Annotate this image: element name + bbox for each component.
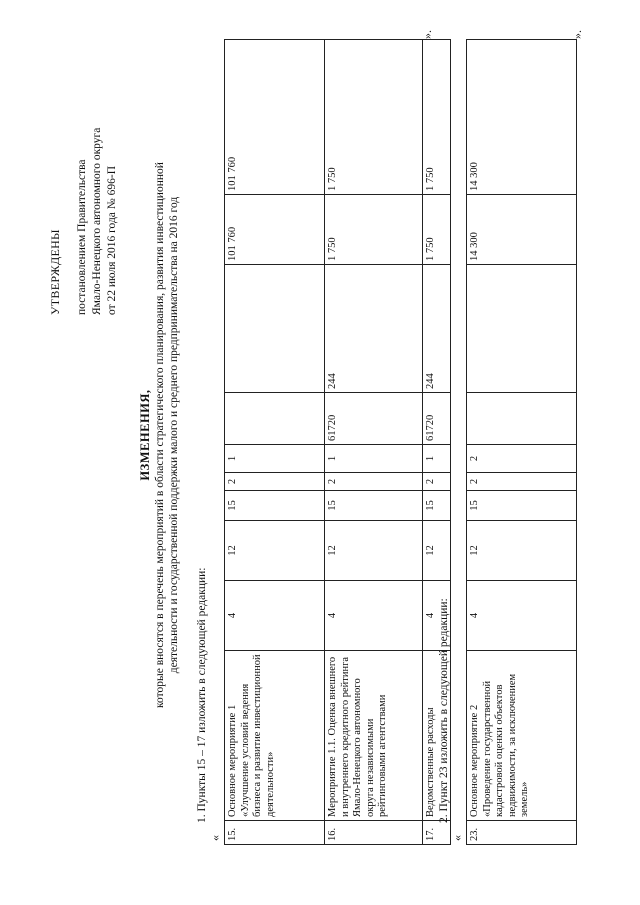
cell: 1 750	[423, 40, 451, 195]
table-row	[467, 40, 577, 845]
approval-line-3: от 22 июля 2016 года № 696-П	[106, 165, 118, 315]
row-number: 17.	[423, 821, 451, 845]
cell: 1	[225, 445, 325, 473]
row-number: 16.	[325, 821, 423, 845]
item-1-close-quote: ».	[420, 30, 434, 39]
cell: 4	[423, 581, 451, 651]
table-items-15-17	[224, 39, 451, 845]
cell: 101 760	[225, 195, 325, 265]
item-2-open-quote: «	[450, 835, 464, 841]
cell: 4	[467, 581, 577, 651]
cell: 2	[225, 473, 325, 491]
item-2-text: 2. Пункт 23 изложить в следующей редакции:	[438, 598, 450, 823]
row-name: Основное мероприятие 1 «Улучшение условий ведения бизнеса и развитие инвестиционной деятельности»	[225, 651, 325, 821]
cell: 15	[225, 491, 325, 521]
cell: 4	[325, 581, 423, 651]
cell: 2	[423, 473, 451, 491]
cell	[225, 265, 325, 393]
cell: 12	[225, 521, 325, 581]
cell: 2	[467, 445, 577, 473]
cell: 244	[423, 265, 451, 393]
cell: 244	[325, 265, 423, 393]
cell: 2	[325, 473, 423, 491]
cell: 15	[423, 491, 451, 521]
heading-title: ИЗМЕНЕНИЯ,	[138, 389, 152, 481]
cell: 1 750	[423, 195, 451, 265]
cell: 4	[225, 581, 325, 651]
row-number: 15.	[225, 821, 325, 845]
table-row	[225, 40, 325, 845]
cell: 1 750	[325, 195, 423, 265]
item-1-text: 1. Пункты 15 – 17 изложить в следующей редакции:	[196, 567, 208, 823]
cell: 2	[467, 473, 577, 491]
cell: 1	[423, 445, 451, 473]
table-row	[325, 40, 423, 845]
row-name: Мероприятие 1.1. Оценка внешнего и внутреннего кредитного рейтинга Ямало-Ненецкого автономного округа независимыми рейтинговыми агентствами	[325, 651, 423, 821]
table-item-23	[466, 39, 577, 845]
cell: 12	[325, 521, 423, 581]
cell: 12	[423, 521, 451, 581]
cell: 1	[325, 445, 423, 473]
approval-block	[48, 15, 120, 315]
cell: 15	[467, 491, 577, 521]
item-1-open-quote: «	[208, 835, 222, 841]
heading-line-1: которые вносятся в перечень мероприятий в области стратегического планирования, развития инвестиционной	[154, 162, 166, 708]
cell: 14 300	[467, 195, 577, 265]
approval-line-1: постановлением Правительства	[76, 159, 88, 315]
cell: 61720	[423, 393, 451, 445]
cell: 14 300	[467, 40, 577, 195]
cell: 61720	[325, 393, 423, 445]
row-name: Ведомственные расходы	[423, 651, 451, 821]
document-heading	[138, 55, 181, 815]
approval-line-2: Ямало-Ненецкого автономного округа	[91, 127, 103, 315]
approval-title: УТВЕРЖДЕНЫ	[48, 229, 62, 315]
row-name: Основное мероприятие 2 «Проведение государственной кадастровой оценки объектов недвижимости, за исключением земель»	[467, 651, 577, 821]
cell	[467, 265, 577, 393]
cell: 12	[467, 521, 577, 581]
cell	[225, 393, 325, 445]
cell: 101 760	[225, 40, 325, 195]
item-2-close-quote: ».	[570, 30, 584, 39]
row-number: 23.	[467, 821, 577, 845]
cell: 15	[325, 491, 423, 521]
cell	[467, 393, 577, 445]
heading-line-2: деятельности и государственной поддержки малого и среднего предпринимательства на 2016 год	[168, 196, 180, 674]
cell: 1 750	[325, 40, 423, 195]
